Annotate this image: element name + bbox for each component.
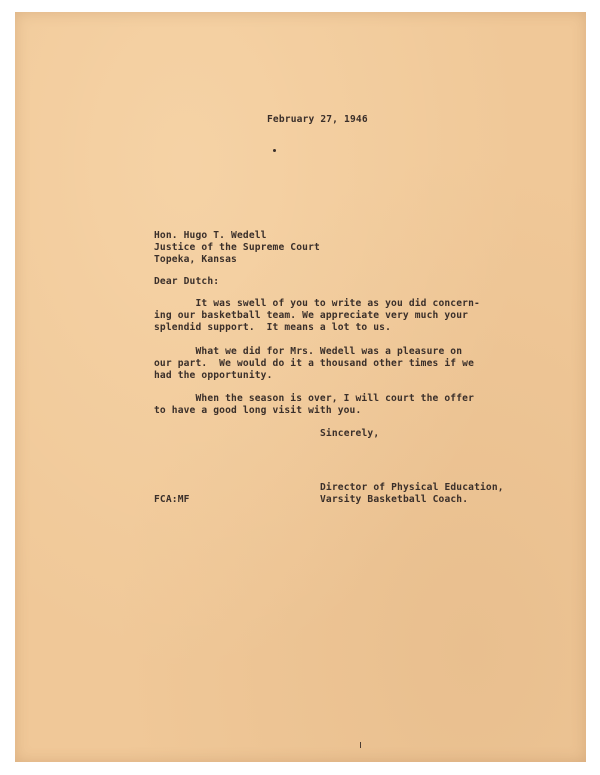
body-line: had the opportunity. <box>154 370 273 381</box>
salutation: Dear Dutch: <box>154 276 220 287</box>
closing: Sincerely, <box>320 428 380 439</box>
body-line: our part. We would do it a thousand other times if we <box>154 358 474 369</box>
recipient-name: Hon. Hugo T. Wedell <box>154 230 267 241</box>
body-line: When the season is over, I will court the offer <box>154 393 474 404</box>
letter-page <box>15 12 586 762</box>
recipient-title: Justice of the Supreme Court <box>154 242 320 253</box>
body-line: splendid support. It means a lot to us. <box>154 322 392 333</box>
ink-mark <box>360 742 361 748</box>
body-line: ing our basketball team. We appreciate very much your <box>154 310 469 321</box>
ink-dot <box>273 149 276 152</box>
body-line: It was swell of you to write as you did concern- <box>154 298 480 309</box>
typist-initials: FCA:MF <box>154 494 190 505</box>
signature-title-line: Varsity Basketball Coach. <box>320 494 469 505</box>
letter-date: February 27, 1946 <box>267 114 368 125</box>
recipient-city: Topeka, Kansas <box>154 254 237 265</box>
signature-title-line: Director of Physical Education, <box>320 482 504 493</box>
body-line: to have a good long visit with you. <box>154 405 362 416</box>
body-line: What we did for Mrs. Wedell was a pleasure on <box>154 346 463 357</box>
